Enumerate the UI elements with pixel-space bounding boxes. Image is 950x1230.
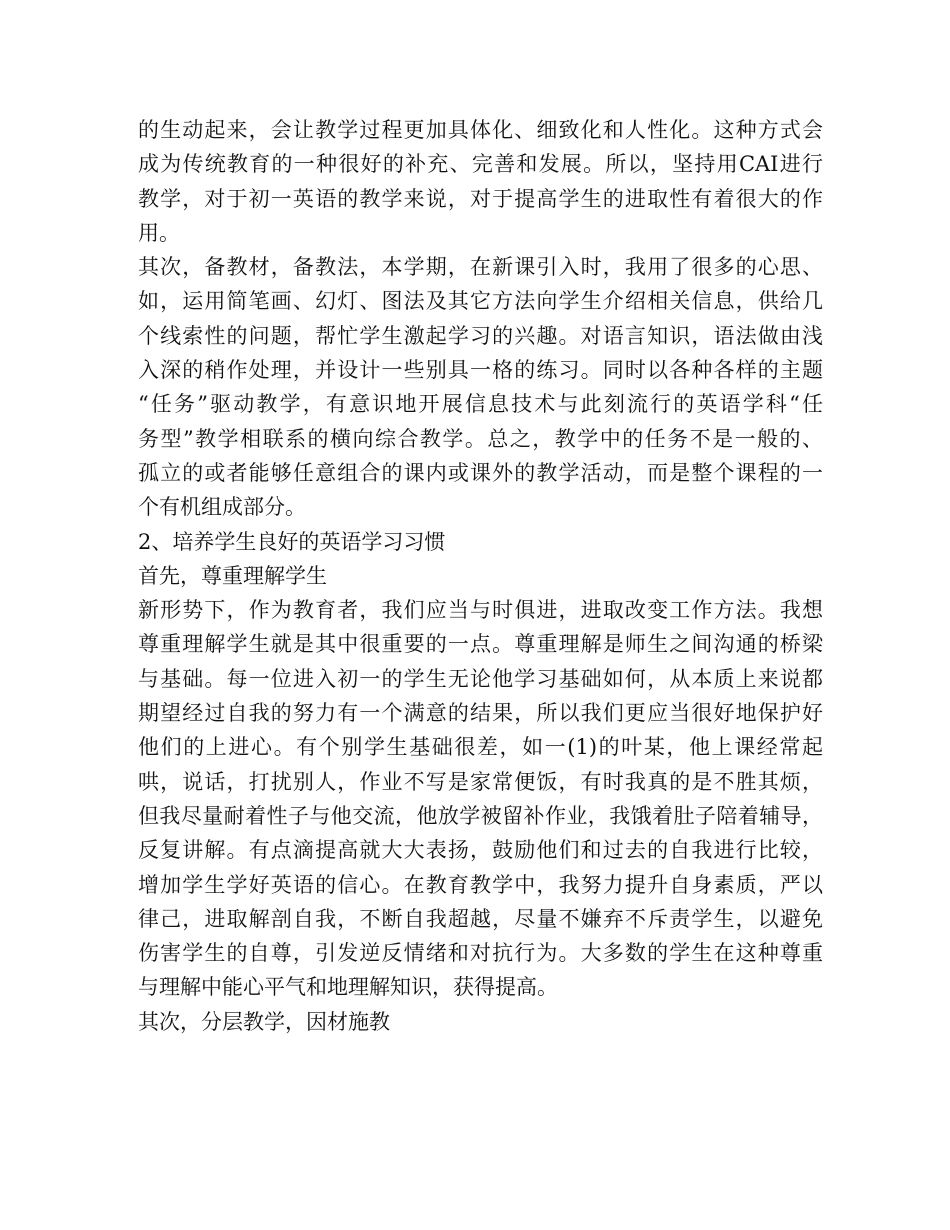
text-line: 律己，进取解剖自我，不断自我超越，尽量不嫌弃不斥责学生，以避免 xyxy=(138,906,823,931)
text-line: 增加学生学好英语的信心。在教育教学中，我努力提升自身素质，严以 xyxy=(138,872,823,897)
text-line: 首先，尊重理解学生 xyxy=(138,563,327,588)
text-line: 务型”教学相联系的横向综合教学。总之，教学中的任务不是一般的、 xyxy=(138,426,823,451)
text-line: 反复讲解。有点滴提高就大大表扬，鼓励他们和过去的自我进行比较， xyxy=(138,838,823,863)
text-line: 他们的上进心。有个别学生基础很差，如一(1)的叶某，他上课经常起 xyxy=(138,735,823,760)
text-line: 但我尽量耐着性子与他交流，他放学被留补作业，我饿着肚子陪着辅导， xyxy=(138,803,823,828)
text-line: 其次，备教材，备教法，本学期，在新课引入时，我用了很多的心思、 xyxy=(138,255,823,280)
text-line: 如，运用简笔画、幻灯、图法及其它方法向学生介绍相关信息，供给几 xyxy=(138,289,823,314)
text-line: 其次，分层教学，因材施教 xyxy=(138,1009,390,1034)
text-line: 入深的稍作处理，并设计一些别具一格的练习。同时以各种各样的主题 xyxy=(138,358,823,383)
document-body-text xyxy=(138,113,823,1039)
text-line: 尊重理解学生就是其中很重要的一点。尊重理解是师生之间沟通的桥梁 xyxy=(138,632,823,657)
text-line: 个有机组成部分。 xyxy=(138,495,306,520)
text-line: 用。 xyxy=(138,220,180,245)
text-line: 个线索性的问题，帮忙学生激起学习的兴趣。对语言知识，语法做由浅 xyxy=(138,323,823,348)
text-line: 成为传统教育的一种很好的补充、完善和发展。所以，坚持用CAI进行 xyxy=(138,152,823,177)
text-line: 新形势下，作为教育者，我们应当与时俱进，进取改变工作方法。我想 xyxy=(138,598,823,623)
text-line: 孤立的或者能够任意组合的课内或课外的教学活动，而是整个课程的一 xyxy=(138,460,823,485)
text-line: 期望经过自我的努力有一个满意的结果，所以我们更应当很好地保护好 xyxy=(138,701,823,726)
text-line: 的生动起来，会让教学过程更加具体化、细致化和人性化。这种方式会 xyxy=(138,118,823,142)
text-line: 伤害学生的自尊，引发逆反情绪和对抗行为。大多数的学生在这种尊重 xyxy=(138,941,823,966)
text-line: 与理解中能心平气和地理解知识，获得提高。 xyxy=(138,975,558,1000)
text-line: 哄，说话，打扰别人，作业不写是家常便饭，有时我真的是不胜其烦， xyxy=(138,769,823,794)
text-line: 与基础。每一位进入初一的学生无论他学习基础如何，从本质上来说都 xyxy=(138,666,823,691)
text-line: “任务”驱动教学，有意识地开展信息技术与此刻流行的英语学科“任 xyxy=(138,392,823,417)
text-line: 2、培养学生良好的英语学习习惯 xyxy=(138,529,446,554)
text-line: 教学，对于初一英语的教学来说，对于提高学生的进取性有着很大的作 xyxy=(138,186,823,211)
